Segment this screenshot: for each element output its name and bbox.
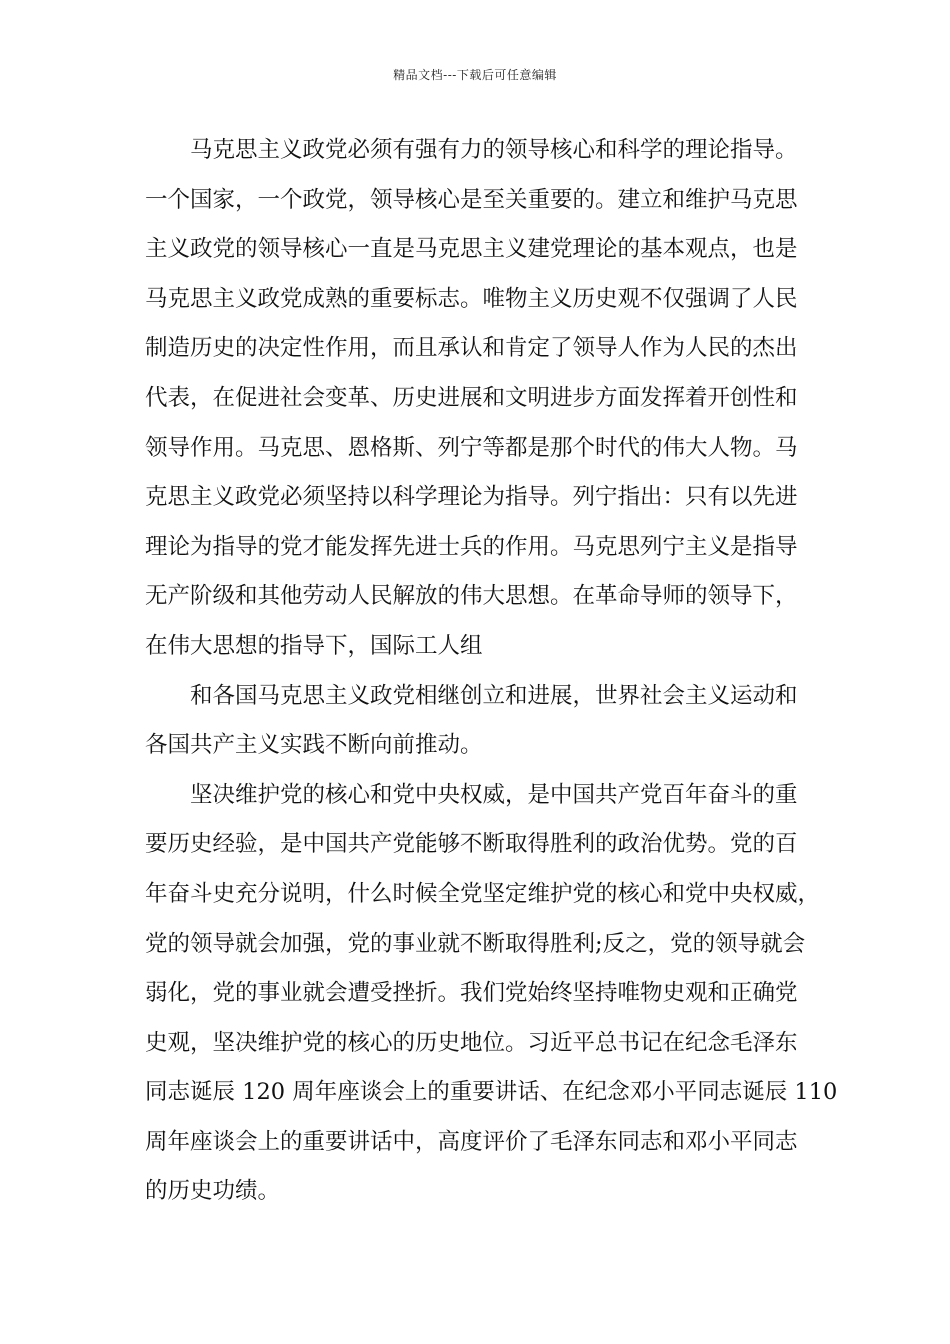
text-line: 坚决维护党的核心和党中央权威，是中国共产党百年奋斗的重 bbox=[190, 781, 798, 808]
document-body bbox=[145, 126, 838, 1217]
text-line: 周年座谈会上的重要讲话中，高度评价了毛泽东同志和邓小平同志 bbox=[145, 1128, 798, 1155]
text-line: 马克思主义政党必须有强有力的领导核心和科学的理论指导。 bbox=[190, 137, 798, 163]
text-line: 要历史经验，是中国共产党能够不断取得胜利的政治优势。党的百 bbox=[145, 831, 798, 858]
text-line: 在伟大思想的指导下，国际工人组 bbox=[145, 632, 483, 659]
text-line: 弱化，党的事业就会遭受挫折。我们党始终坚持唯物史观和正确党 bbox=[145, 980, 798, 1007]
text-line: 主义政党的领导核心一直是马克思主义建党理论的基本观点，也是 bbox=[145, 236, 798, 263]
text-line: 一个国家，一个政党，领导核心是至关重要的。建立和维护马克思 bbox=[145, 186, 798, 213]
text-line: 和各国马克思主义政党相继创立和进展，世界社会主义运动和 bbox=[190, 682, 798, 709]
text-line: 制造历史的决定性作用，而且承认和肯定了领导人作为人民的杰出 bbox=[145, 335, 798, 362]
paragraph-1 bbox=[145, 126, 810, 672]
text-line: 的历史功绩。 bbox=[145, 1178, 281, 1205]
page-header: 精品文档---下载后可任意编辑 bbox=[393, 68, 557, 82]
text-line: 党的领导就会加强，党的事业就不断取得胜利;反之，党的领导就会 bbox=[145, 930, 806, 957]
text-line: 年奋斗史充分说明，什么时候全党坚定维护党的核心和党中央权威， bbox=[145, 880, 821, 907]
text-line: 代表，在促进社会变革、历史进展和文明进步方面发挥着开创性和 bbox=[145, 384, 798, 411]
text-line: 领导作用。马克思、恩格斯、列宁等都是那个时代的伟大人物。马 bbox=[145, 434, 798, 461]
paragraph-3 bbox=[145, 771, 838, 1217]
text-line: 各国共产主义实践不断向前推动。 bbox=[145, 732, 483, 759]
text-line: 理论为指导的党才能发挥先进士兵的作用。马克思列宁主义是指导 bbox=[145, 533, 798, 560]
text-line: 无产阶级和其他劳动人民解放的伟大思想。在革命导师的领导下， bbox=[145, 583, 798, 610]
text-line: 史观，坚决维护党的核心的历史地位。习近平总书记在纪念毛泽东 bbox=[145, 1029, 798, 1056]
text-line: 克思主义政党必须坚持以科学理论为指导。列宁指出：只有以先进 bbox=[145, 484, 798, 511]
paragraph-2 bbox=[145, 672, 810, 771]
text-line: 同志诞辰 120 周年座谈会上的重要讲话、在纪念邓小平同志诞辰 110 bbox=[145, 1079, 838, 1106]
text-line: 马克思主义政党成熟的重要标志。唯物主义历史观不仅强调了人民 bbox=[145, 285, 798, 312]
